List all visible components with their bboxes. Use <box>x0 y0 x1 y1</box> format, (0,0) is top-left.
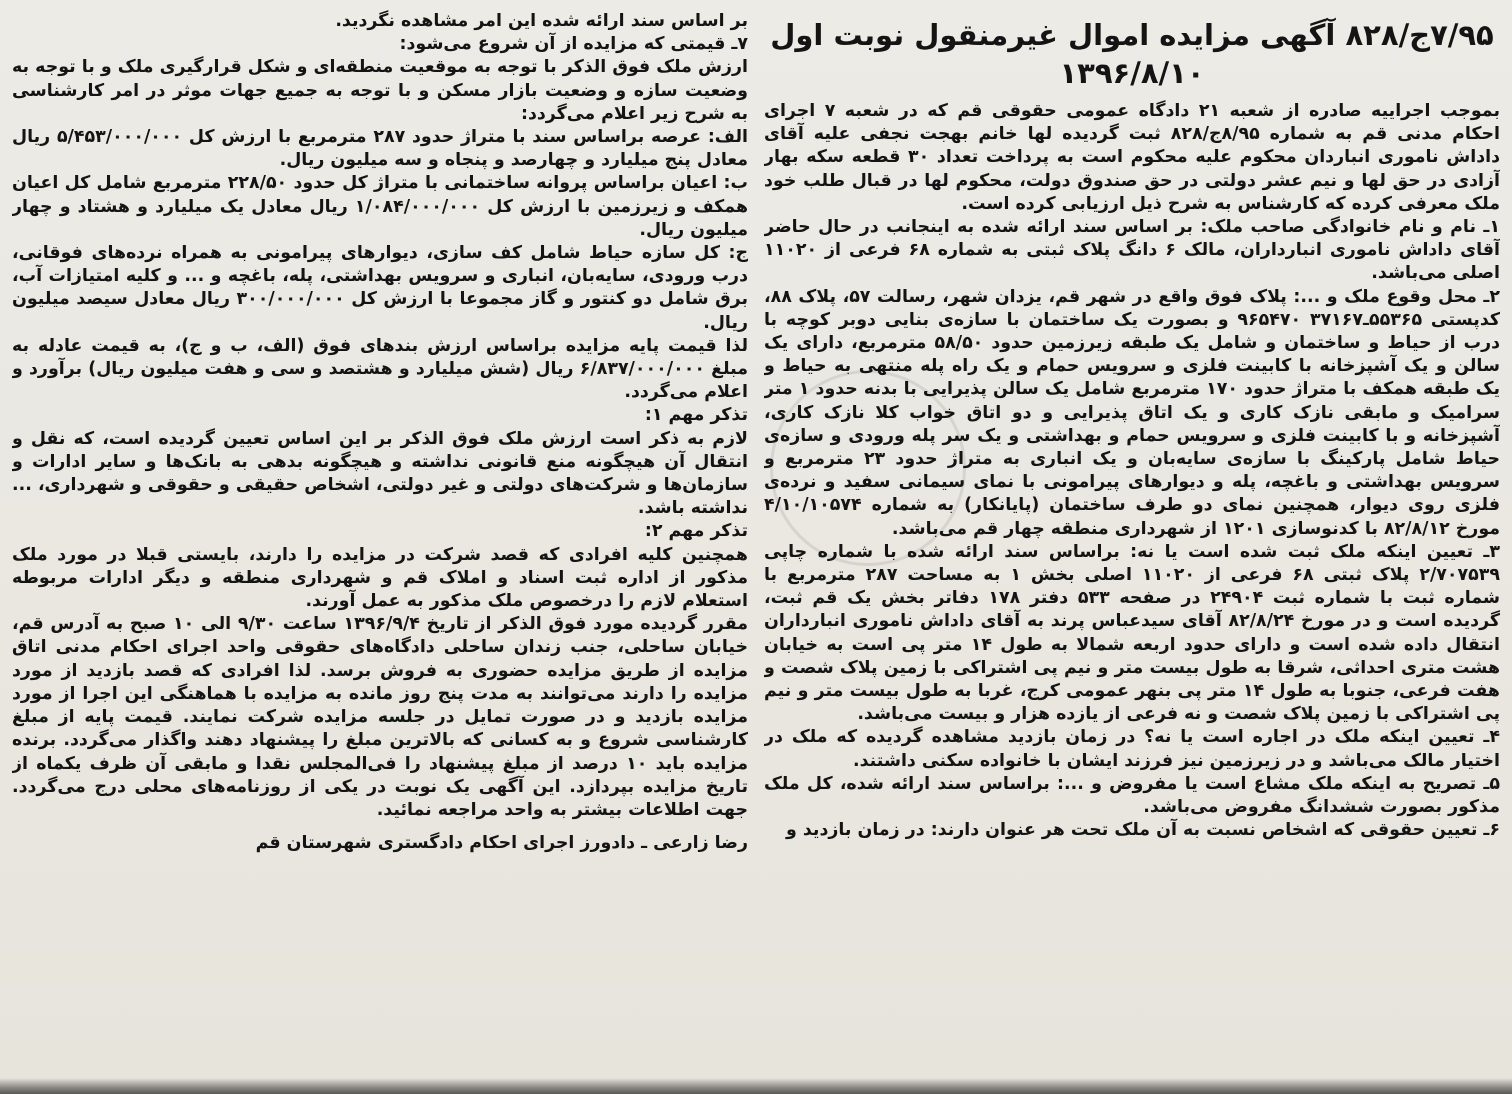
part-a-land: الف: عرصه براساس سند با متراژ حدود ۲۸۷ مترمربع با ارزش کل ۵/۴۵۳/۰۰۰/۰۰۰ ریال معادل پنج میلیارد و چهارصد و پنجاه و سه میلیون ریال. <box>12 127 748 171</box>
item-7-body: ارزش ملک فوق الذکر با توجه به موقعیت منطقه‌ای و شکل قرارگیری ملک و با توجه به وضعیت سازه و وضعیت بازار مسکن و با توجه به جمیع جهات موثر در امر کارشناسی به شرح زیر اعلام می‌گردد: <box>12 57 748 124</box>
item-7-title: ۷ـ قیمتی که مزایده از آن شروع می‌شود: <box>399 34 748 55</box>
note-1-body: لازم به ذکر است ارزش ملک فوق الذکر بر این اساس تعیین گردیده است، که نقل و انتقال آن هیچگونه منع قانونی نداشته و هیچگونه بدهی به بانک‌ها و سایر ادارات و سازمان‌ها و شرکت‌های دولتی و غیر دولتی، اشخاص حقیقی و حقوقی و شهرداری، ... نداشته باشد. <box>12 428 748 519</box>
signature: رضا زارعی ـ دادورز اجرای احکام دادگستری شهرستان قم <box>255 833 748 854</box>
notice-columns <box>12 10 1500 1080</box>
item-2-location: ۲ـ محل وقوع ملک و ...: پلاک فوق واقع در شهر قم، یزدان شهر، رسالت ۵۷، پلاک ۸۸، کدپستی ۵۵۳۶۵ـ۳۷۱۶۷ ۹۶۵۴۷۰ و بصورت یک ساختمان با سازه‌ی بنایی دوبر کوچه با درب از حیاط و ساختمان و شامل یک طبقه زیرزمین حدود ۵۸/۵۰ مترمربع، دارای یک سالن و یک آشپزخانه با کابینت فلزی و سرویس حمام و یک راه پله منتهی به حیاط و یک طبقه همکف با متراژ حدود ۱۷۰ مترمربع شامل یک سالن پذیرایی با بدنه حدود ۱ متر سرامیک و مابقی نازک کاری و یک اتاق پذیرایی و دو اتاق خواب کلا نازک کاری، آشپزخانه و با کابینت فلزی و سرویس حمام و بهداشتی و یک سر پله ورودی و سازه‌ی حیاط شامل پارکینگ با سازه‌ی سایه‌بان و یک انباری به متراژ حدود ۲۳ مترمربع و سرویس بهداشتی و باغچه، پله و دیوارهای پیرامونی با نمای سیمانی سفید و نرده‌ی فلزی روی دیوار، همچنین نمای دو طرف ساختمان (پایانکار) به شماره ۴/۱۰/۱۰۵۷۴ مورخ ۸۲/۸/۱۲ با کدنوسازی ۱۲۰۱ از شهرداری منطقه چهار قم می‌باشد. <box>764 286 1500 539</box>
title-line-1: ۷/۹۵ج/۸۲۸ آگهی مزایده اموال غیرمنقول نوبت اول <box>770 18 1494 52</box>
note-2-body: همچنین کلیه افرادی که قصد شرکت در مزایده را دارند، بایستی قبلا در مورد ملک مذکور از اداره ثبت اسناد و املاک قم و شهرداری منطقه و دیگر ادارات مربوطه استعلام لازم را درخصوص ملک مذکور به عمل آورند. <box>12 544 748 612</box>
right-column <box>764 10 1500 1080</box>
base-price: لذا قیمت پایه مزایده براساس ارزش بندهای فوق (الف، ب و ج)، به قیمت عادله به مبلغ ۶/۸۳۷/۰۰۰/۰۰۰ ریال (شش میلیارد و هشتصد و سی و هفت میلیون ریال) برآورد و اعلام می‌گردد. <box>12 335 748 403</box>
part-c-yard: ج: کل سازه حیاط شامل کف سازی، دیوارهای پیرامونی به همراه نرده‌های فوقانی، درب ورودی، سایه‌بان، انباری و سرویس بهداشتی، پله، باغچه و ... و کلیه امتیازات آب، برق شامل دو کنتور و گاز مجموعا با ارزش کل ۳۰۰/۰۰۰/۰۰۰ ریال معادل سیصد میلیون ریال. <box>12 243 748 333</box>
title-line-2: ۱۳۹۶/۸/۱۰ <box>1059 56 1205 90</box>
notice-title <box>764 16 1500 92</box>
item-3-registration: ۳ـ تعیین اینکه ملک ثبت شده است یا نه: براساس سند ارائه شده با شماره چاپی ۲/۷۰۷۵۳۹ پلاک ثبتی ۶۸ فرعی از ۱۱۰۲۰ اصلی بخش ۱ به مساحت ۲۸۷ مترمربع با شماره ثبت با شماره ثبت ۲۴۹۰۴ در صفحه ۵۳۳ دفتر ۱۷۸ دفاتر بخش یک قم ثبت، گردیده است و در مورخ ۸۲/۸/۲۴ آقای سیدعباس پرند به آقای داداش ناموری انبارداران انتقال داده شده است و دارای حدود اربعه شمالا به طول ۱۴ متر پی است به خیابان هشت متری احداثی، شرقا به طول بیست متر و نیم پی اشتراکی با زمین پلاک شصت و هفت فرعی، جنوبا به طول ۱۴ متر پی بنهر عمومی کرج، غربا به طول بیست متر و نیم پی اشتراکی با زمین پلاک شصت و نه فرعی از یازده هزار و بیست می‌باشد. <box>764 541 1500 725</box>
item-6-continuation: بر اساس سند ارائه شده این امر مشاهده نگردید. <box>335 11 748 31</box>
note-1-title: تذکر مهم ۱: <box>644 405 748 426</box>
part-b-building: ب: اعیان براساس پروانه ساختمانی با متراژ کل حدود ۲۲۸/۵۰ مترمربع شامل کل اعیان همکف و زیرزمین با ارزش کل ۱/۰۸۴/۰۰۰/۰۰۰ ریال معادل یک میلیارد و هشتاد و چهار میلیون ریال. <box>12 173 748 240</box>
intro-paragraph: بموجب اجراییه صادره از شعبه ۲۱ دادگاه عمومی حقوقی قم که در شعبه ۷ اجرای احکام مدنی قم به شماره ۸/۹۵ج/۸۲۸ ثبت گردیده لها خانم بهجت نجفی علیه آقای داداش ناموری انباردان محکوم علیه محکوم است به پرداخت تعداد ۳۰ قطعه سکه بهار آزادی در حق لها و نیم عشر دولتی در حق صندوق دولت، محکوم لها در قبال طلب خود ملک معرفی کرده که کارشناس به شرح ذیل ارزیابی کرده است. <box>764 101 1500 214</box>
left-column <box>12 10 748 1080</box>
note-2-title: تذکر مهم ۲: <box>644 521 748 542</box>
auction-info: مقرر گردیده مورد فوق الذکر از تاریخ ۱۳۹۶/۹/۴ ساعت ۹/۳۰ الی ۱۰ صبح به آدرس قم، خیابان ساحلی، جنب زندان ساحلی دادگاه‌های حقوقی واحد اجرای احکام مدنی اتاق مزایده از طریق مزایده حضوری به فروش برسد. لذا افرادی که قصد بازدید از مورد مزایده را دارند می‌توانند به مدت پنج روز مانده به مزایده با هماهنگی این اجرا از مورد مزایده بازدید و در صورت تمایل در جلسه مزایده شرکت نمایند. قیمت پایه از مبلغ کارشناسی شروع و به کسانی که بالاترین مبلغ را پیشنهاد دهند واگذار می‌گردد. برنده مزایده باید ۱۰ درصد از مبلغ پیشنهاد را فی‌المجلس نقدا و مابقی آن ظرف یکماه از تاریخ مزایده بپردازد. این آگهی یک نوبت در یکی از روزنامه‌های محلی درج می‌گردد. جهت اطلاعات بیشتر به واحد مراجعه نمائید. <box>12 614 748 820</box>
item-5-ownership: ۵ـ تصریح به اینکه ملک مشاع است یا مفروض و ...: براساس سند ارائه شده، کل ملک مذکور بصورت ششدانگ مفروض می‌باشد. <box>764 773 1500 818</box>
item-6-rights: ۶ـ تعیین حقوقی که اشخاص نسبت به آن ملک تحت هر عنوان دارند: در زمان بازدید و <box>786 820 1500 841</box>
item-1-owner: ۱ـ نام و نام خانوادگی صاحب ملک: بر اساس سند ارائه شده به اینجانب در حال حاضر آقای داداش ناموری انبارداران، مالک ۶ دانگ پلاک ثبتی به شماره ۶۸ فرعی از ۱۱۰۲۰ اصلی می‌باشد. <box>764 217 1500 284</box>
item-4-lease: ۴ـ تعیین اینکه ملک در اجاره است یا نه؟ در زمان بازدید مشاهده گردیده که ملک در اختیار مالک می‌باشد و در زیرزمین نیز فرزند ایشان با خانواده سکنی داشتند. <box>764 727 1500 771</box>
torn-bottom-edge <box>0 1078 1512 1094</box>
